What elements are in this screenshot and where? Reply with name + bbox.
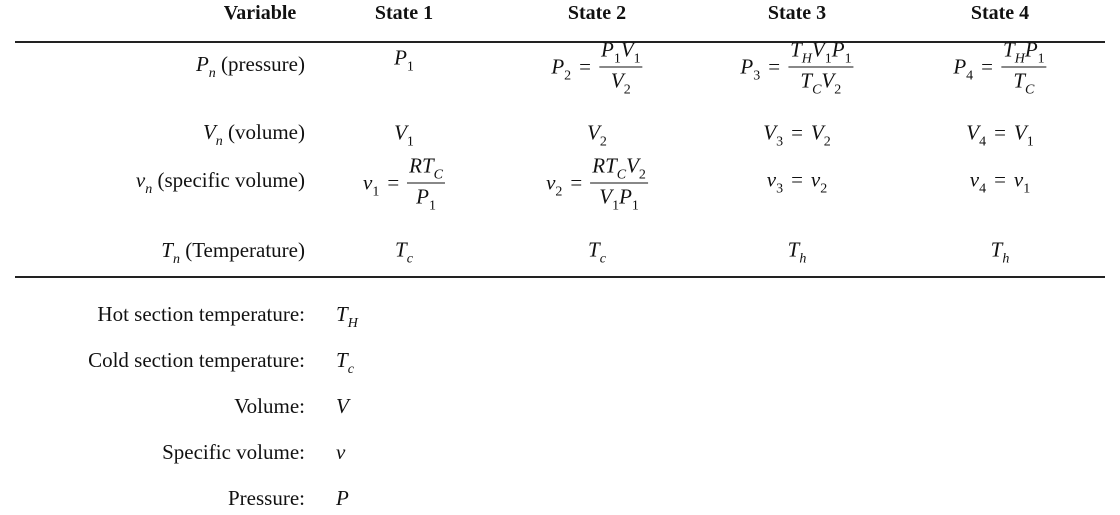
math-subscript: 1: [612, 198, 620, 214]
math-subscript: c: [599, 251, 606, 267]
table-cell-state-3: [740, 39, 853, 96]
math-symbol: P: [740, 54, 754, 79]
math-expression: [787, 237, 807, 267]
math-expression: [766, 167, 828, 197]
math-subscript: 2: [555, 184, 563, 200]
math-subscript: H: [347, 316, 358, 331]
math-terms: [1013, 120, 1034, 150]
math-symbol: T: [421, 153, 434, 178]
math-subscript: C: [616, 167, 627, 183]
math-terms: [953, 54, 974, 84]
math-subscript: 1: [844, 51, 852, 67]
math-terms: [362, 170, 380, 200]
math-subscript: 1: [372, 184, 380, 200]
math-symbol: P: [394, 45, 407, 70]
table-cell-state-4: [990, 237, 1010, 267]
math-expression: [587, 120, 607, 150]
math-terms: [336, 440, 345, 464]
math-expression: [763, 120, 831, 150]
table-bottom-rule: [15, 276, 1105, 278]
legend-label: Specific volume:: [162, 440, 305, 464]
math-subscript: C: [812, 82, 822, 98]
math-symbol: P: [416, 184, 429, 209]
fraction-denominator: [597, 184, 641, 212]
table-cell-state-3: [763, 120, 831, 150]
table-cell-state-2: [587, 120, 607, 150]
math-expression: [953, 39, 1046, 96]
legend-label: Pressure:: [228, 486, 305, 510]
row-label-text: (Temperature): [179, 238, 305, 262]
math-symbol: T: [787, 237, 800, 262]
math-terms: [599, 184, 639, 214]
header-variable: Variable: [223, 2, 297, 24]
math-symbol: V: [1013, 120, 1027, 145]
math-symbol: P: [1024, 37, 1038, 62]
fraction: [407, 155, 445, 212]
fraction-denominator: [1011, 68, 1036, 96]
math-terms: [990, 237, 1010, 267]
math-terms: [1013, 167, 1031, 197]
math-symbol: v: [766, 167, 777, 192]
table-cell-state-4: [953, 39, 1046, 96]
math-terms: [394, 45, 414, 75]
table-cell-state-3: [766, 167, 828, 197]
row-label-subscript: n: [215, 134, 223, 149]
row-label-symbol: T: [161, 238, 173, 262]
fraction-numerator: [1001, 39, 1047, 68]
math-terms: [969, 167, 987, 197]
table-cell-state-3: [787, 237, 807, 267]
row-label: [135, 168, 305, 197]
fraction-numerator: [407, 155, 445, 184]
math-subscript: 2: [823, 134, 831, 150]
equals-sign: =: [791, 120, 803, 145]
math-subscript: 1: [406, 59, 414, 75]
math-terms: [394, 120, 414, 150]
math-terms: [763, 120, 784, 150]
equals-sign: =: [791, 167, 803, 192]
fraction: [599, 39, 643, 96]
table-cell-state-1: [394, 45, 414, 75]
math-symbol: V: [810, 120, 824, 145]
math-symbol: V: [620, 37, 634, 62]
math-symbol: V: [336, 394, 349, 418]
math-symbol: v: [336, 440, 346, 464]
math-terms: [409, 153, 444, 183]
row-label-text: (volume): [222, 120, 305, 144]
row-label-text: (specific volume): [152, 168, 305, 192]
legend-label: Hot section temperature:: [97, 302, 305, 326]
math-subscript: 2: [820, 181, 828, 197]
math-expression: [395, 237, 413, 267]
math-subscript: H: [1014, 51, 1025, 67]
math-subscript: C: [433, 167, 444, 183]
math-symbol: v: [362, 170, 373, 195]
row-label-subscript: n: [208, 66, 216, 81]
legend-symbol: [336, 394, 349, 419]
equals-sign: =: [768, 54, 781, 79]
math-terms: [966, 120, 987, 150]
math-symbol: T: [336, 302, 348, 326]
math-terms: [740, 54, 761, 84]
math-subscript: 4: [966, 68, 974, 84]
math-symbol: T: [605, 153, 617, 178]
math-symbol: P: [619, 184, 632, 209]
fraction-denominator: [609, 68, 633, 96]
math-expression: [546, 155, 648, 212]
row-label-text: (pressure): [215, 52, 305, 76]
math-symbol: V: [811, 37, 825, 62]
math-symbol: V: [394, 120, 407, 145]
row-label-symbol: V: [202, 120, 216, 144]
math-symbol: V: [626, 153, 639, 178]
math-symbol: T: [588, 237, 600, 262]
math-terms: [336, 394, 349, 418]
row-label: [161, 238, 305, 267]
math-terms: [1013, 68, 1035, 98]
math-subscript: 2: [599, 134, 607, 150]
math-symbol: T: [990, 237, 1003, 262]
fraction: [590, 155, 648, 212]
table-cell-state-1: [395, 237, 413, 267]
math-symbol: T: [790, 37, 802, 62]
legend-symbol: [336, 302, 358, 331]
math-terms: [336, 348, 354, 377]
math-symbol: P: [336, 486, 349, 510]
header-state-1: State 1: [374, 2, 434, 24]
math-terms: [592, 153, 646, 183]
math-symbol: V: [821, 68, 835, 93]
math-symbol: T: [395, 237, 407, 262]
math-subscript: H: [801, 51, 812, 67]
math-terms: [610, 68, 631, 98]
legend-symbol: [336, 348, 354, 377]
math-symbol: V: [763, 120, 777, 145]
row-label-subscript: n: [145, 182, 153, 197]
legend-label: Volume:: [234, 394, 305, 418]
math-terms: [810, 167, 828, 197]
math-expression: [740, 39, 853, 96]
math-terms: [336, 302, 358, 331]
math-terms: [587, 120, 607, 150]
math-subscript: 1: [824, 51, 832, 67]
math-subscript: 3: [776, 181, 784, 197]
equals-sign: =: [579, 54, 592, 79]
math-expression: [588, 237, 606, 267]
math-subscript: 2: [638, 167, 646, 183]
table-cell-state-1: [363, 155, 445, 212]
table-cell-state-4: [969, 167, 1031, 197]
math-subscript: C: [1025, 82, 1035, 98]
math-symbol: P: [551, 54, 565, 79]
math-subscript: 4: [979, 134, 987, 150]
math-symbol: R: [409, 153, 422, 178]
math-symbol: V: [966, 120, 980, 145]
math-symbol: T: [1013, 68, 1025, 93]
equals-sign: =: [387, 170, 400, 195]
table-cell-state-2: [551, 39, 642, 96]
fraction-denominator: [414, 184, 438, 212]
header-state-3: State 3: [767, 2, 827, 24]
row-label-symbol: P: [195, 52, 209, 76]
math-symbol: P: [831, 37, 845, 62]
table-cell-state-1: [394, 120, 414, 150]
math-subscript: 3: [753, 68, 761, 84]
math-subscript: h: [1002, 251, 1010, 267]
math-expression: [969, 167, 1031, 197]
math-symbol: V: [610, 68, 624, 93]
math-expression: [966, 120, 1034, 150]
table-cell-state-2: [546, 155, 648, 212]
table-cell-state-2: [588, 237, 606, 267]
equals-sign: =: [981, 54, 994, 79]
math-symbol: v: [1013, 167, 1024, 192]
math-terms: [551, 54, 572, 84]
math-subscript: c: [347, 362, 354, 377]
equals-sign: =: [570, 170, 583, 195]
math-subscript: 3: [776, 134, 784, 150]
math-subscript: 2: [834, 82, 842, 98]
fraction-numerator: [599, 39, 643, 68]
header-state-4: State 4: [970, 2, 1030, 24]
fraction-numerator: [590, 155, 648, 184]
math-symbol: v: [810, 167, 821, 192]
fraction: [1001, 39, 1047, 96]
math-symbol: T: [336, 348, 348, 372]
math-expression: [394, 45, 414, 75]
fraction-numerator: [788, 39, 853, 68]
math-terms: [766, 167, 784, 197]
legend-symbol: [336, 486, 349, 511]
math-subscript: 1: [631, 198, 639, 214]
math-symbol: T: [1003, 37, 1015, 62]
math-terms: [787, 237, 807, 267]
math-terms: [1003, 37, 1045, 67]
math-terms: [601, 37, 641, 67]
math-terms: [416, 184, 436, 214]
row-label: [195, 52, 305, 81]
math-subscript: 1: [613, 51, 621, 67]
fraction: [788, 39, 853, 96]
equals-sign: =: [994, 120, 1006, 145]
math-terms: [546, 170, 563, 200]
math-symbol: V: [587, 120, 600, 145]
math-subscript: h: [799, 251, 807, 267]
math-subscript: 4: [979, 181, 987, 197]
math-subscript: 1: [1023, 181, 1031, 197]
equals-sign: =: [994, 167, 1006, 192]
fraction-denominator: [798, 68, 843, 96]
math-subscript: 1: [633, 51, 641, 67]
math-expression: [363, 155, 445, 212]
row-label-subscript: n: [172, 252, 180, 267]
math-symbol: V: [599, 184, 613, 209]
table-cell-state-4: [966, 120, 1034, 150]
math-symbol: v: [546, 170, 556, 195]
row-label: [202, 120, 305, 149]
math-subscript: 2: [564, 68, 572, 84]
math-expression: [990, 237, 1010, 267]
math-subscript: 1: [406, 134, 414, 150]
math-symbol: P: [601, 37, 614, 62]
row-label-symbol: v: [135, 168, 146, 192]
math-symbol: R: [592, 153, 606, 178]
math-terms: [395, 237, 413, 267]
math-expression: [394, 120, 414, 150]
math-symbol: T: [800, 68, 813, 93]
legend-label: Cold section temperature:: [88, 348, 305, 372]
math-subscript: 2: [623, 82, 631, 98]
math-terms: [336, 486, 349, 510]
legend-symbol: [336, 440, 345, 465]
math-terms: [588, 237, 606, 267]
header-state-2: State 2: [567, 2, 627, 24]
math-subscript: c: [406, 251, 413, 267]
math-terms: [810, 120, 831, 150]
math-subscript: 1: [1037, 51, 1045, 67]
math-terms: [790, 37, 852, 67]
math-symbol: P: [953, 54, 967, 79]
math-symbol: v: [969, 167, 980, 192]
math-terms: [800, 68, 842, 98]
math-subscript: 1: [1026, 134, 1034, 150]
math-subscript: 1: [429, 198, 436, 214]
math-expression: [551, 39, 642, 96]
